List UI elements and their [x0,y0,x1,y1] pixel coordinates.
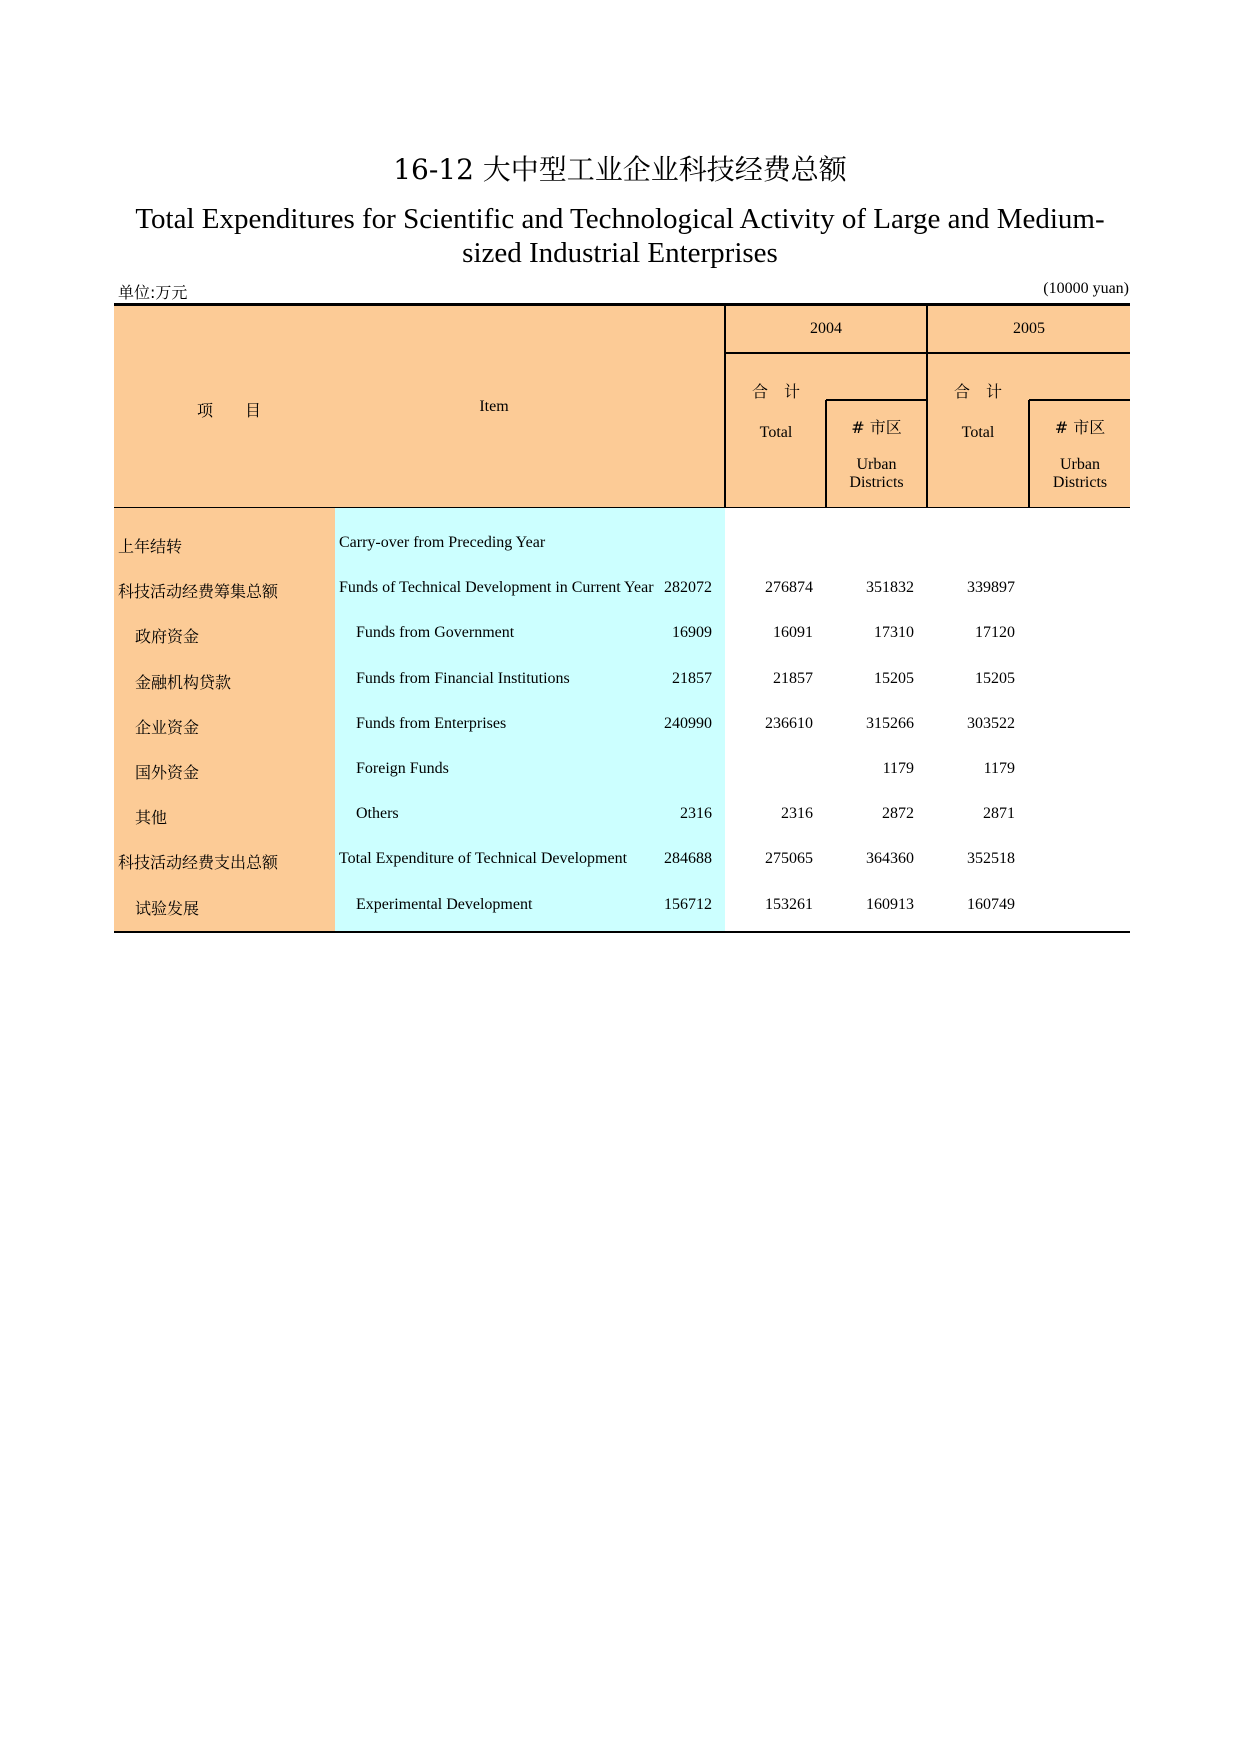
row-value: 21857 [672,669,712,687]
row-value: 1179 [983,760,1015,777]
row-label-chinese: 科技活动经费支出总额 [118,853,279,873]
row-label-english: Funds from Government [356,624,515,642]
row-value: 282072 [664,579,712,597]
row-value: 276874 [765,579,813,597]
header-urban-english-2: Districts [1052,474,1108,491]
row-value: 315266 [866,714,914,732]
header-total-english: Total [961,424,995,441]
header-total-chinese: 合 计 [953,382,1002,401]
header-urban-chinese: # 市区 [851,418,902,437]
row-value: 339897 [967,579,1015,597]
table-row [114,746,1130,791]
row-label-english: Carry-over from Preceding Year [339,534,546,551]
row-label-chinese: 政府资金 [135,627,200,647]
row-value: 351832 [866,579,914,597]
row-label-english: Others [356,805,399,823]
row-value: 17120 [975,624,1015,642]
row-label-chinese: 企业资金 [135,717,200,737]
header-total-english: Total [759,424,793,441]
row-label-chinese: 试验发展 [135,898,200,918]
row-value: 2316 [781,805,813,823]
row-value: 2316 [680,805,712,823]
header-year-2005: 2005 [1013,320,1045,337]
row-value: 21857 [773,669,813,687]
table-row [114,791,1130,836]
row-value: 240990 [664,714,712,732]
row-value: 284688 [664,850,712,868]
table-row [114,701,1130,746]
row-value: 153261 [765,895,813,913]
row-value: 1179 [882,760,914,777]
row-label-english: Funds from Enterprises [356,714,507,732]
row-label-english: Total Expenditure of Technical Development [339,850,628,868]
row-value: 17310 [874,624,914,642]
row-value: 236610 [765,714,813,732]
row-value: 160749 [967,895,1015,913]
row-value: 352518 [967,850,1015,868]
header-rule [725,352,1130,354]
table-row [114,565,1130,610]
table-row [114,520,1130,565]
row-value: 15205 [874,669,914,687]
row-value: 16091 [773,624,813,642]
row-value: 2872 [882,805,914,823]
header-year-2004: 2004 [810,320,842,337]
table-body [114,508,1130,931]
unit-label-chinese: 单位:万元 [118,283,188,302]
row-value: 303522 [967,714,1015,732]
header-urban-english-2: Districts [849,474,904,491]
title-chinese: 16-12 大中型工业企业科技经费总额 [393,153,847,186]
header-urban-english-1: Urban [1060,456,1100,473]
row-value: 16909 [672,624,712,642]
table-row [114,656,1130,701]
title-english: Total Expenditures for Scientific and Technological Activity of Large and Medium-sized Industrial Enterprises [135,203,1105,269]
table-row [114,882,1130,927]
row-label-chinese: 国外资金 [135,763,200,782]
row-label-chinese: 其他 [135,808,168,828]
table-bottom-rule [114,931,1130,933]
row-label-english: Funds from Financial Institutions [356,669,570,687]
row-value: 156712 [664,895,712,913]
header-urban-chinese: # 市区 [1054,418,1106,437]
row-label-chinese: 科技活动经费筹集总额 [118,582,279,602]
row-label-chinese: 上年结转 [118,537,183,556]
row-label-english: Foreign Funds [356,760,449,777]
header-total-chinese: 合 计 [751,382,800,401]
row-value: 160913 [866,895,914,913]
table-row [114,610,1130,655]
row-label-chinese: 金融机构贷款 [135,672,232,692]
table-row [114,836,1130,881]
unit-label-english: (10000 yuan) [1043,280,1129,297]
header-item-english: Item [479,398,509,415]
header-rule [826,399,926,401]
row-value: 364360 [866,850,914,868]
header-rule [1029,399,1130,401]
row-value: 275065 [765,850,813,868]
header-item-chinese: 项 目 [196,401,261,420]
row-value: 2871 [983,805,1015,823]
row-label-english: Experimental Development [356,895,533,913]
header-urban-english-1: Urban [856,456,897,473]
row-value: 15205 [975,669,1015,687]
row-label-english: Funds of Technical Development in Current Year [339,579,654,597]
table-header [114,306,1130,508]
